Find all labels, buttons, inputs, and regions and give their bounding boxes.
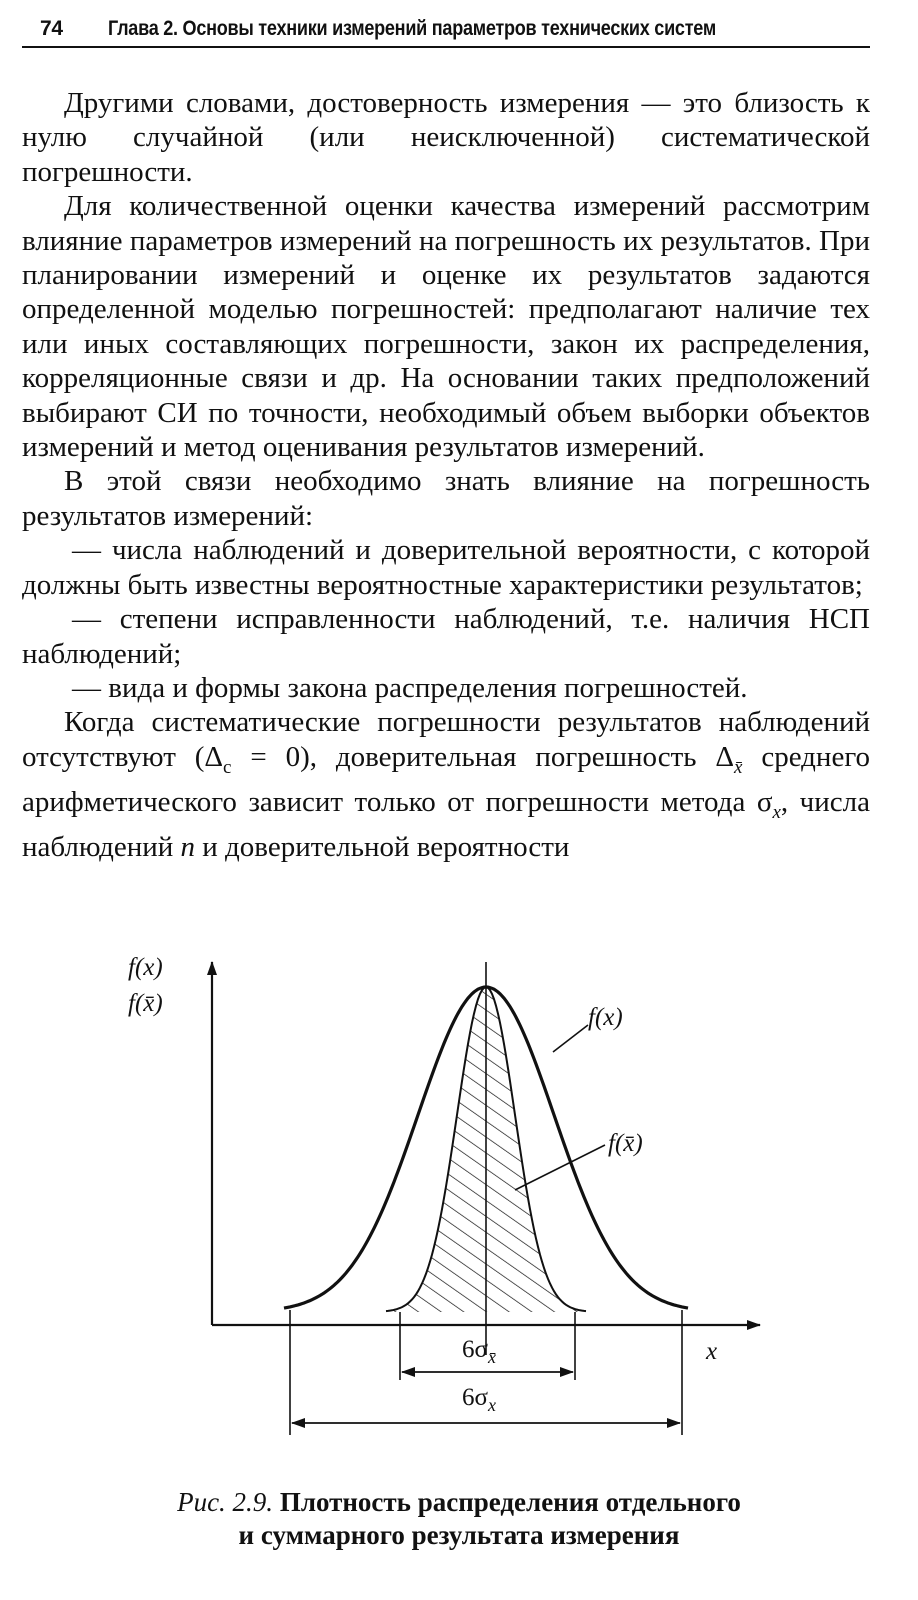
- narrow-curve-label: f(x̄): [608, 1130, 643, 1157]
- paragraph-3: В этой связи необходимо знать влияние на погрешность результатов измерений:: [22, 465, 870, 532]
- y-axis-label-fx: f(x): [128, 954, 163, 981]
- dim-label-narrow-base: 6σ: [462, 1336, 488, 1363]
- dim-label-wide-base: 6σ: [462, 1384, 488, 1411]
- page-number: 74: [40, 17, 63, 40]
- chapter-title: Глава 2. Основы техники измерений параметров технических систем: [108, 17, 716, 40]
- p4-sub-xbar: x̄: [734, 756, 743, 778]
- figure-drawing: [0, 940, 918, 1480]
- caption-number: Рис. 2.9.: [177, 1487, 274, 1517]
- p4-part-c: = 0), доверительная погрешность Δ: [231, 740, 735, 773]
- p4-n: n: [180, 831, 196, 864]
- dim-label-wide-sub: x: [487, 1395, 496, 1415]
- wide-curve-label: f(x): [588, 1004, 623, 1031]
- body-text: [22, 86, 870, 865]
- figure-caption: [0, 1486, 918, 1552]
- y-axis-label-fxbar: f(x̄): [128, 990, 163, 1017]
- figure-2-9: [0, 940, 918, 1480]
- caption-text-2: и суммарного результата измерения: [238, 1520, 680, 1550]
- running-head: [22, 12, 870, 48]
- caption-line-1: [0, 1486, 918, 1519]
- paragraph-2: Для количественной оценки качества измерений рассмотрим влияние параметров измерений на погрешность их результатов. При планировании измерений и оценке их результатов задаются определенной моделью погрешностей: предполагают наличие тех или иных составляющих погрешности, закон их распределения, корреляционные связи и др. На основании таких предположений выбирают СИ по точности, необходимый объем выборки объектов измерений и метод оценивания результатов измерений.: [22, 190, 870, 464]
- leader-wide: [553, 1025, 588, 1052]
- paragraph-1: Другими словами, достоверность измерения — это близость к нулю случайной (или неисключенной) систематической погрешности.: [22, 87, 870, 188]
- dim-label-narrow: [462, 1336, 496, 1369]
- list-item-2: — степени исправленности наблюдений, т.е. наличия НСП наблюдений;: [22, 603, 870, 670]
- p4-part-e: среднего арифметического зависит только от погрешности метода σ: [22, 740, 871, 818]
- caption-text-1: Плотность распределения отдельного: [279, 1487, 741, 1517]
- list-item-1: — числа наблюдений и доверительной вероятности, с которой должны быть известны вероятностные характеристики результатов;: [22, 534, 870, 601]
- p4-part-a: Когда систематические погрешности результатов наблюдений отсутствуют (Δ: [22, 706, 870, 773]
- dim-label-wide: [462, 1384, 496, 1417]
- p4-sub-c: с: [223, 756, 232, 778]
- x-axis-label: x: [706, 1338, 718, 1365]
- p4-part-g: , числа наблюдений: [22, 785, 870, 864]
- p4-sub-x: x: [772, 801, 781, 823]
- leader-narrow: [515, 1145, 605, 1190]
- paragraph-4: [22, 705, 870, 864]
- list-item-3: — вида и формы закона распределения погрешностей.: [72, 671, 748, 704]
- dim-label-narrow-sub: x̄: [487, 1347, 496, 1367]
- p4-part-i: и доверительной вероятности: [195, 831, 570, 864]
